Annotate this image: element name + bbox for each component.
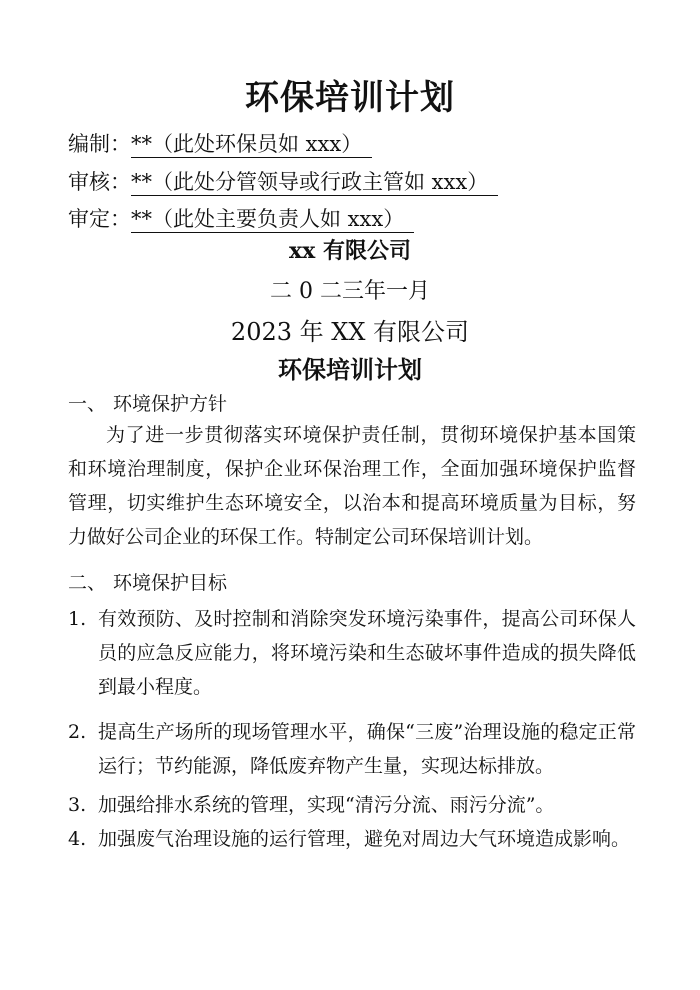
goal-list-item (68, 715, 636, 783)
list-item-number: 1. (68, 608, 87, 630)
list-item-text: 加强废气治理设施的运行管理，避免对周边大气环境造成影响。 (98, 828, 631, 850)
section-title: 环境保护方针 (113, 393, 228, 415)
year-company-heading: 2023 年 XX 有限公司 (230, 318, 470, 346)
policy-paragraph: 为了进一步贯彻落实环境保护责任制，贯彻环境保护基本国策和环境治理制度，保护企业环保治理工作，全面加强环境保护监督管理，切实维护生态环境安全，以治本和提高环境质量为目标，努力做好公司企业的环保工作。特制定公司环保培训计划。 (68, 424, 636, 548)
approved-by-label: 审定： (68, 207, 131, 231)
list-item-number: 4. (68, 828, 87, 850)
section-number: 一、 (68, 393, 107, 415)
list-item-text: 加强给排水系统的管理，实现“清污分流、雨污分流”。 (98, 794, 555, 816)
goal-list-item (68, 788, 636, 822)
list-item-text: 提高生产场所的现场管理水平，确保“三废”治理设施的稳定正常运行；节约能源，降低废弃物产生量，实现达标排放。 (98, 721, 636, 777)
section-heading-goals (68, 568, 227, 595)
approved-by-line (68, 203, 414, 233)
reviewed-by-label: 审核： (68, 170, 131, 194)
document-title: 环保培训计划 (245, 78, 455, 118)
compiled-by-value: **（此处环保员如 xxx） (131, 131, 372, 158)
plan-subtitle: 环保培训计划 (278, 355, 422, 384)
compiled-by-label: 编制： (68, 132, 131, 156)
section-title: 环境保护目标 (113, 572, 228, 594)
section-number: 二、 (68, 572, 107, 594)
goal-list-item (68, 822, 636, 856)
goal-list-item (68, 602, 636, 704)
reviewed-by-value: **（此处分管领导或行政主管如 xxx） (131, 169, 498, 196)
reviewed-by-line (68, 166, 498, 196)
company-name: xx 有限公司 (289, 238, 411, 264)
compiled-by-line (68, 128, 372, 158)
approved-by-value: **（此处主要负责人如 xxx） (131, 206, 414, 233)
document-date: 二 0 二三年一月 (270, 279, 430, 304)
list-item-text: 有效预防、及时控制和消除突发环境污染事件，提高公司环保人员的应急反应能力，将环境污染和生态破坏事件造成的损失降低到最小程度。 (98, 608, 636, 698)
list-item-number: 3. (68, 794, 87, 816)
list-item-number: 2. (68, 721, 87, 743)
section-heading-policy (68, 389, 227, 416)
